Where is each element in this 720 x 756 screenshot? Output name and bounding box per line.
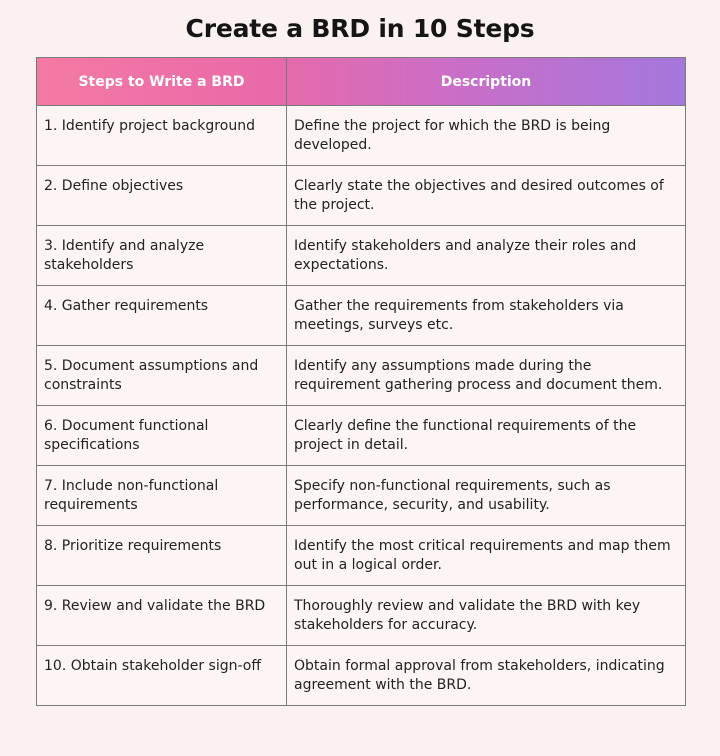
description-cell: Thoroughly review and validate the BRD with key stakeholders for accuracy. (287, 586, 686, 646)
description-cell: Identify the most critical requirements and map them out in a logical order. (287, 526, 686, 586)
header-description: Description (287, 58, 686, 106)
table-row (37, 646, 686, 706)
description-cell: Specify non-functional requirements, such as performance, security, and usability. (287, 466, 686, 526)
table-row (37, 166, 686, 226)
table-row (37, 346, 686, 406)
table-row (37, 226, 686, 286)
table-header-row (37, 58, 686, 106)
step-cell: 8. Prioritize requirements (37, 526, 287, 586)
step-cell: 5. Document assumptions and constraints (37, 346, 287, 406)
step-cell: 1. Identify project background (37, 106, 287, 166)
description-cell: Clearly state the objectives and desired outcomes of the project. (287, 166, 686, 226)
table-row (37, 106, 686, 166)
brd-steps-table (36, 57, 686, 706)
description-cell: Obtain formal approval from stakeholders, indicating agreement with the BRD. (287, 646, 686, 706)
header-steps: Steps to Write a BRD (37, 58, 287, 106)
page-title: Create a BRD in 10 Steps (185, 14, 535, 43)
description-cell: Define the project for which the BRD is being developed. (287, 106, 686, 166)
description-cell: Identify stakeholders and analyze their roles and expectations. (287, 226, 686, 286)
table-row (37, 586, 686, 646)
step-cell: 3. Identify and analyze stakeholders (37, 226, 287, 286)
step-cell: 7. Include non-functional requirements (37, 466, 287, 526)
table-row (37, 286, 686, 346)
step-cell: 4. Gather requirements (37, 286, 287, 346)
description-cell: Gather the requirements from stakeholders via meetings, surveys etc. (287, 286, 686, 346)
step-cell: 2. Define objectives (37, 166, 287, 226)
description-cell: Clearly define the functional requirements of the project in detail. (287, 406, 686, 466)
description-cell: Identify any assumptions made during the requirement gathering process and document them. (287, 346, 686, 406)
table-row (37, 406, 686, 466)
step-cell: 10. Obtain stakeholder sign-off (37, 646, 287, 706)
step-cell: 9. Review and validate the BRD (37, 586, 287, 646)
step-cell: 6. Document functional specifications (37, 406, 287, 466)
table-row (37, 526, 686, 586)
table-row (37, 466, 686, 526)
